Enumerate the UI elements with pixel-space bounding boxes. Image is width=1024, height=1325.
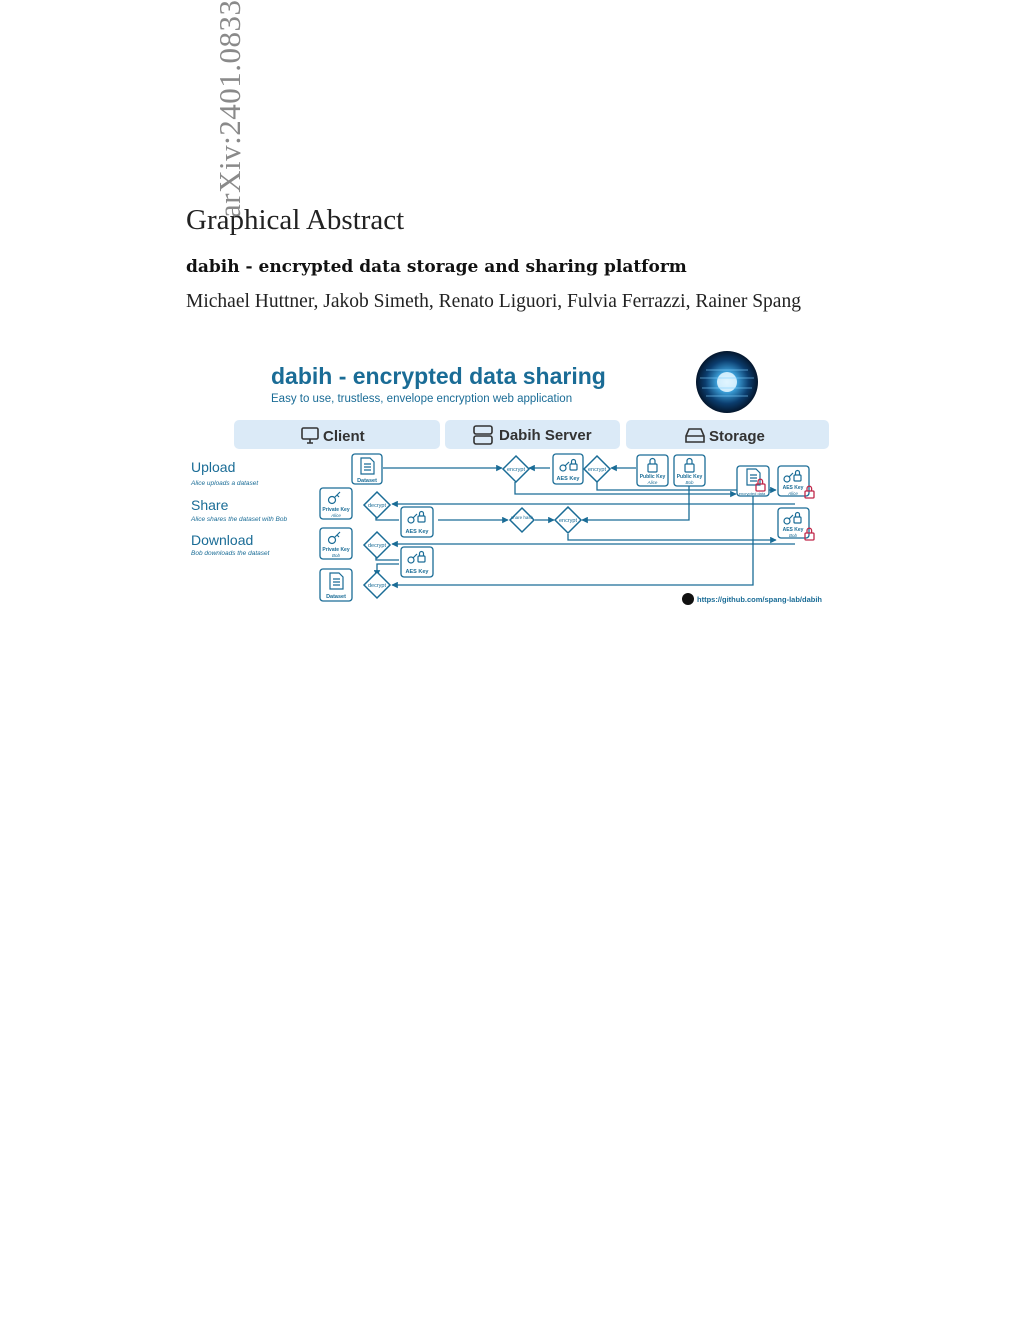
paper-title: dabih - encrypted data storage and sharing platform — [186, 257, 687, 277]
encrypt-diamond-share — [555, 507, 581, 533]
svg-text:Alice: Alice — [331, 513, 341, 518]
private-key-node-alice — [320, 488, 352, 519]
aes-key-node-bob — [778, 508, 814, 540]
svg-text:AES Key: AES Key — [782, 527, 804, 533]
svg-text:Dataset: Dataset — [357, 478, 377, 484]
svg-text:encrypt: encrypt — [587, 467, 607, 473]
dataset-node-upload — [352, 454, 382, 484]
svg-text:AES Key: AES Key — [405, 529, 429, 535]
figure-subtitle: Easy to use, trustless, envelope encryption web application — [271, 393, 573, 405]
flow-arrows — [376, 468, 795, 585]
row-label-upload: Upload — [191, 459, 236, 475]
svg-text:Private Key: Private Key — [322, 507, 350, 513]
svg-text:Bob: Bob — [331, 553, 341, 558]
svg-text:decrypt: decrypt — [367, 543, 387, 549]
logo-orb — [696, 351, 758, 413]
encrypt-diamond-server-2 — [584, 456, 610, 482]
aes-key-node-alice — [778, 466, 814, 498]
column-header-storage — [626, 420, 829, 449]
svg-text:decrypt: decrypt — [367, 503, 387, 509]
svg-text:share hash: share hash — [510, 515, 534, 520]
public-key-node-alice — [637, 455, 668, 486]
svg-text:Private Key: Private Key — [322, 547, 350, 553]
svg-text:Bob: Bob — [788, 533, 798, 538]
share-hash-diamond — [510, 508, 534, 532]
svg-text:Public Key: Public Key — [676, 474, 703, 480]
svg-text:AES Key: AES Key — [405, 569, 429, 575]
svg-text:Public Key: Public Key — [639, 474, 666, 480]
svg-text:Alice: Alice — [788, 491, 798, 496]
svg-text:encrypt: encrypt — [558, 518, 578, 524]
row-label-share: Share — [191, 497, 229, 513]
section-heading: Graphical Abstract — [186, 204, 405, 236]
dataset-node-download — [320, 569, 352, 601]
svg-text:Alice: Alice — [647, 480, 658, 485]
svg-text:AES Key: AES Key — [782, 485, 804, 491]
svg-text:Dataset: Dataset — [326, 594, 346, 600]
github-link[interactable] — [682, 593, 822, 605]
aes-key-node-server — [553, 454, 583, 484]
github-icon — [682, 593, 694, 605]
private-key-node-bob — [320, 528, 352, 559]
github-url[interactable]: https://github.com/spang-lab/dabih — [697, 595, 822, 604]
row-desc-upload: Alice uploads a dataset — [191, 480, 259, 487]
aes-key-node-client-download — [401, 547, 433, 577]
public-key-node-bob — [674, 455, 705, 486]
decrypt-diamond-download-1 — [364, 532, 390, 558]
row-desc-share: Alice shares the dataset with Bob — [191, 516, 288, 523]
encrypted-data-node — [737, 466, 769, 496]
svg-text:AES Key: AES Key — [556, 476, 580, 482]
arxiv-identifier: arXiv:2401.0833 — [212, 0, 247, 218]
row-desc-download: Bob downloads the dataset — [191, 550, 270, 557]
column-label-server: Dabih Server — [499, 427, 592, 444]
svg-text:decrypt: decrypt — [367, 583, 387, 589]
svg-text:encrypted data: encrypted data — [738, 491, 766, 496]
row-label-download: Download — [191, 532, 254, 548]
graphical-abstract-figure — [186, 348, 836, 608]
decrypt-diamond-share — [364, 492, 390, 518]
author-list: Michael Huttner, Jakob Simeth, Renato Liguori, Fulvia Ferrazzi, Rainer Spang — [186, 291, 801, 312]
column-header-server — [445, 420, 620, 449]
aes-key-node-client-share — [401, 507, 433, 537]
decrypt-diamond-download-2 — [364, 572, 390, 598]
svg-text:Bob: Bob — [685, 480, 694, 485]
encrypt-diamond-server-1 — [503, 456, 529, 482]
column-label-client: Client — [323, 428, 365, 445]
column-header-client — [234, 420, 440, 449]
column-label-storage: Storage — [709, 428, 765, 445]
svg-text:encrypt: encrypt — [506, 467, 526, 473]
figure-title: dabih - encrypted data sharing — [271, 363, 606, 389]
